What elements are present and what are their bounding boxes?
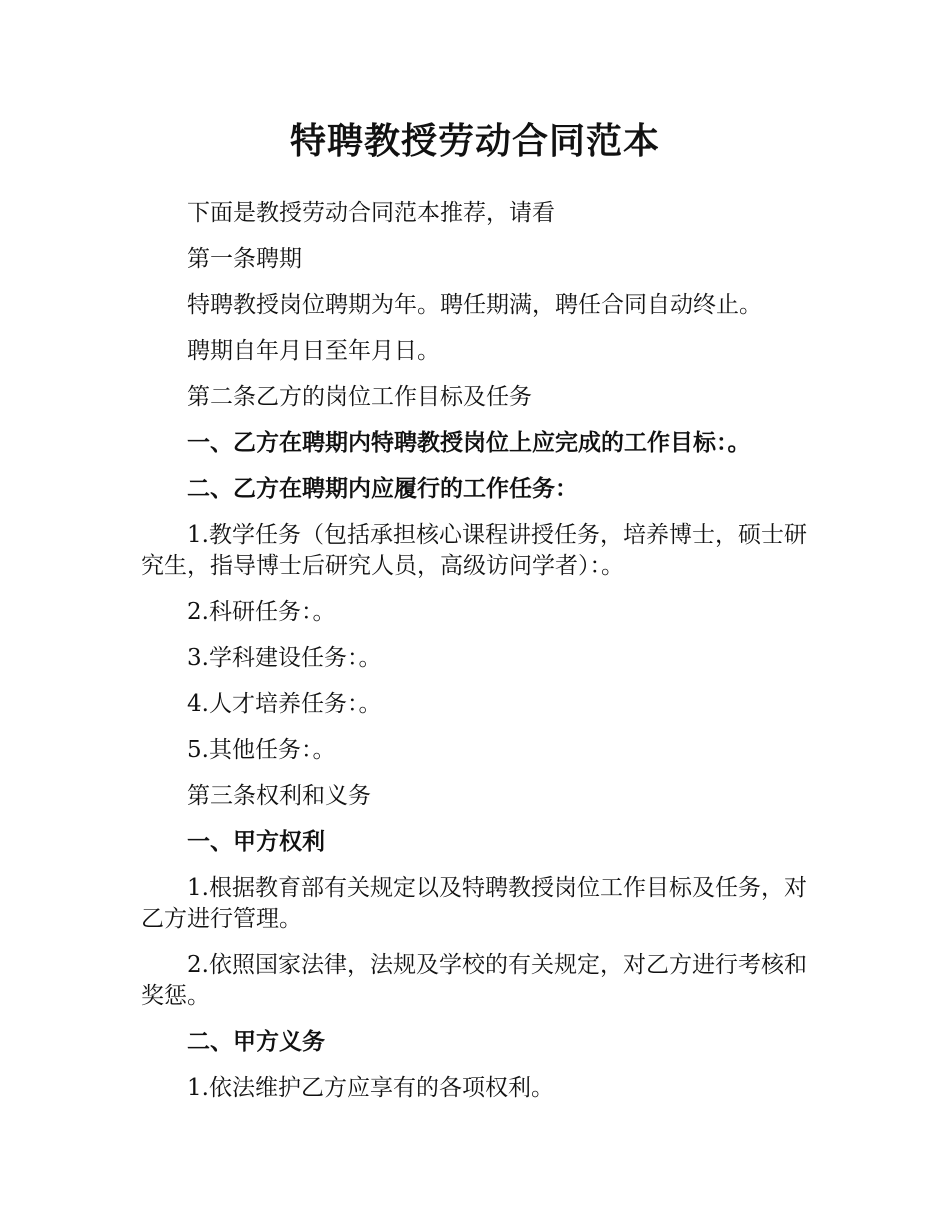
- article-2-heading: 第二条乙方的岗位工作目标及任务: [187, 384, 532, 410]
- list-item: 1.根据教育部有关规定以及特聘教授岗位工作目标及任务，对乙方进行管理。: [141, 875, 807, 932]
- list-item: 2.科研任务：。: [187, 599, 336, 625]
- paragraph: 聘期自年月日至年月日。: [187, 338, 440, 364]
- section-heading: 一、乙方在聘期内特聘教授岗位上应完成的工作目标：。: [187, 430, 751, 456]
- paragraph: 特聘教授岗位聘期为年。聘任期满，聘任合同自动终止。: [187, 292, 762, 318]
- list-item: 5.其他任务：。: [187, 737, 336, 763]
- list-item: 1.依法维护乙方应享有的各项权利。: [187, 1075, 554, 1101]
- list-item: 1.教学任务（包括承担核心课程讲授任务，培养博士，硕士研究生，指导博士后研究人员，高级访问学者）：。: [141, 522, 807, 579]
- document-body: [141, 198, 811, 1119]
- section-heading: 一、甲方权利: [187, 829, 325, 855]
- paragraph-intro: 下面是教授劳动合同范本推荐，请看: [187, 200, 555, 226]
- document-title: 特聘教授劳动合同范本: [289, 121, 660, 162]
- list-item: 2.依照国家法律，法规及学校的有关规定，对乙方进行考核和奖惩。: [141, 952, 807, 1009]
- article-3-heading: 第三条权利和义务: [187, 783, 371, 809]
- section-heading: 二、乙方在聘期内应履行的工作任务：: [187, 476, 578, 502]
- section-heading: 二、甲方义务: [187, 1029, 325, 1055]
- list-item: 4.人才培养任务：。: [187, 691, 382, 717]
- list-item: 3.学科建设任务：。: [187, 645, 382, 671]
- article-1-heading: 第一条聘期: [187, 246, 302, 272]
